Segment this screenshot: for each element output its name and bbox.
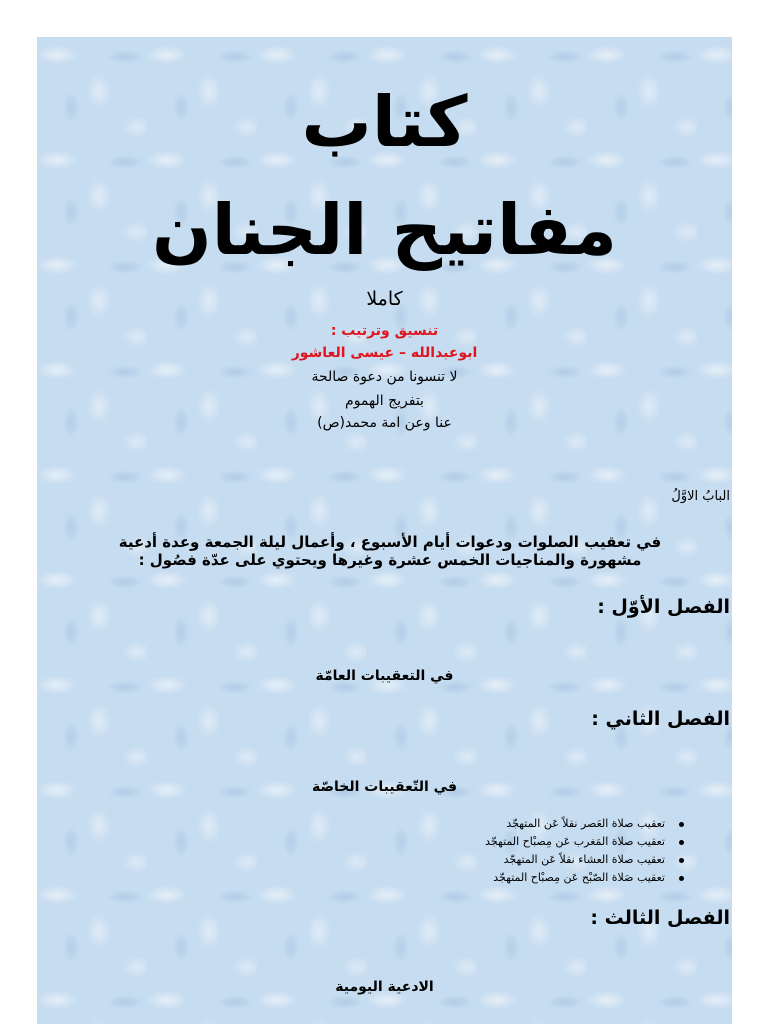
arranged-by-label: تنسيق وترتيب : xyxy=(330,323,439,339)
part-heading: البابُ الاوَّلُ xyxy=(671,489,730,504)
dedication-line-3: عنا وعن امة محمد(ص) xyxy=(317,415,452,431)
bullet-icon xyxy=(679,858,684,863)
chapter-2-title: الفصل الثاني : xyxy=(591,708,730,730)
book-title: مفاتيح الجنان xyxy=(151,189,617,271)
chapter-1-subtitle: في التعقيبات العامّة xyxy=(315,668,454,684)
dedication-line-1: لا تنسونا من دعوة صالحة xyxy=(311,369,458,385)
list-item-text: تعقيب صلاة العشاء نقلاً عَن المتهجّد xyxy=(503,853,665,866)
chapter-2-list xyxy=(37,815,732,887)
list-item-text: تعقيب صلاة المَغرب عَن مِصبْاح المتهجّد xyxy=(485,835,665,848)
chapter-3-title: الفصل الثالث : xyxy=(590,907,730,929)
list-item-text: تعقيب صلاة العَصر نقلاً عَن المتهجّد xyxy=(506,817,665,830)
document-page xyxy=(37,37,732,1024)
chapter-2-subtitle: في التّعقيبات الخاصّة xyxy=(311,779,457,795)
bullet-icon xyxy=(679,822,684,827)
list-item xyxy=(37,869,732,887)
chapter-1-title: الفصل الأوّل : xyxy=(597,596,730,618)
list-item xyxy=(37,815,732,833)
list-item xyxy=(37,851,732,869)
part-intro-line-2: مشهورة والمناجيات الخمس عشرة وغيرها ويحتوي على عدّة فصُول : xyxy=(138,551,642,569)
part-intro-line-1: في تعقيب الصلوات ودعوات أيام الأسبوع ، وأعمال ليلة الجمعة وعدة أدعية xyxy=(118,533,662,551)
dedication-line-2: بتفريج الهموم xyxy=(345,393,424,409)
list-item-text: تعقيب صَلاة الصّبْح عَن مِصبْاح المتهجّد xyxy=(493,871,665,884)
list-item xyxy=(37,833,732,851)
bullet-icon xyxy=(679,876,684,881)
bullet-icon xyxy=(679,840,684,845)
author-name: ابوعبدالله – عيسى العاشور xyxy=(291,345,478,361)
complete-label: كاملا xyxy=(366,288,403,310)
chapter-3-subtitle: الادعية اليومية xyxy=(335,979,434,995)
book-label: كتاب xyxy=(301,81,468,163)
part-intro xyxy=(50,533,730,569)
